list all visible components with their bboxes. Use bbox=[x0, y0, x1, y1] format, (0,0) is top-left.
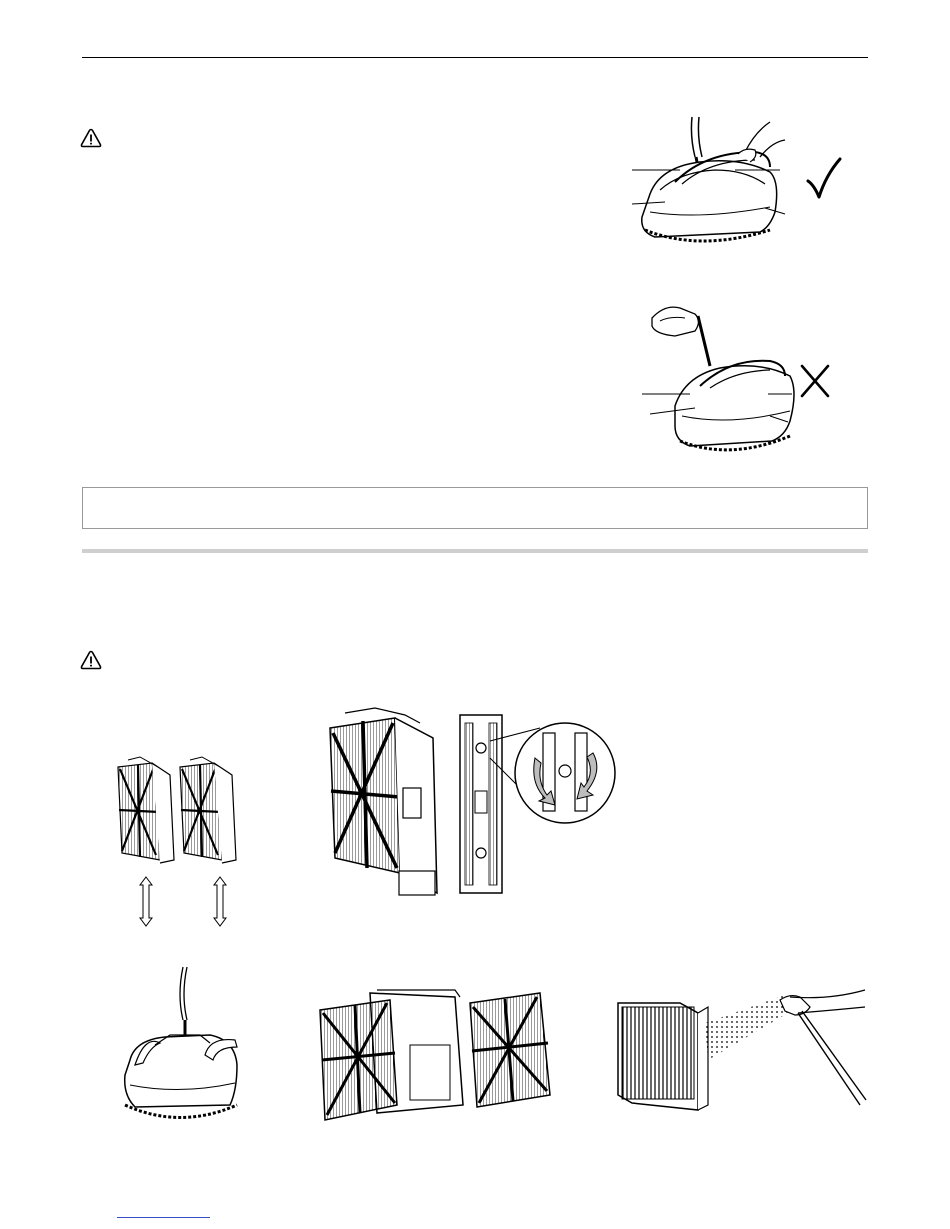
note-box bbox=[82, 487, 868, 529]
robot-carry-handle-illustration bbox=[620, 112, 790, 252]
filter-rinse-hose-illustration bbox=[610, 985, 868, 1110]
cross-mark-icon bbox=[800, 364, 830, 398]
robot-lift-cable-illustration bbox=[640, 296, 805, 461]
filter-panels-separated-illustration bbox=[315, 985, 560, 1125]
header-rule bbox=[82, 57, 868, 58]
warning-triangle-icon bbox=[80, 650, 102, 670]
footer-link[interactable] bbox=[117, 1217, 210, 1218]
filter-clip-detail-illustration bbox=[325, 703, 620, 903]
robot-lid-open-illustration bbox=[115, 965, 245, 1130]
warning-triangle-icon bbox=[80, 128, 102, 148]
filter-baskets-removal-illustration bbox=[110, 755, 240, 930]
check-mark-icon bbox=[806, 157, 842, 201]
section-divider bbox=[82, 549, 868, 553]
